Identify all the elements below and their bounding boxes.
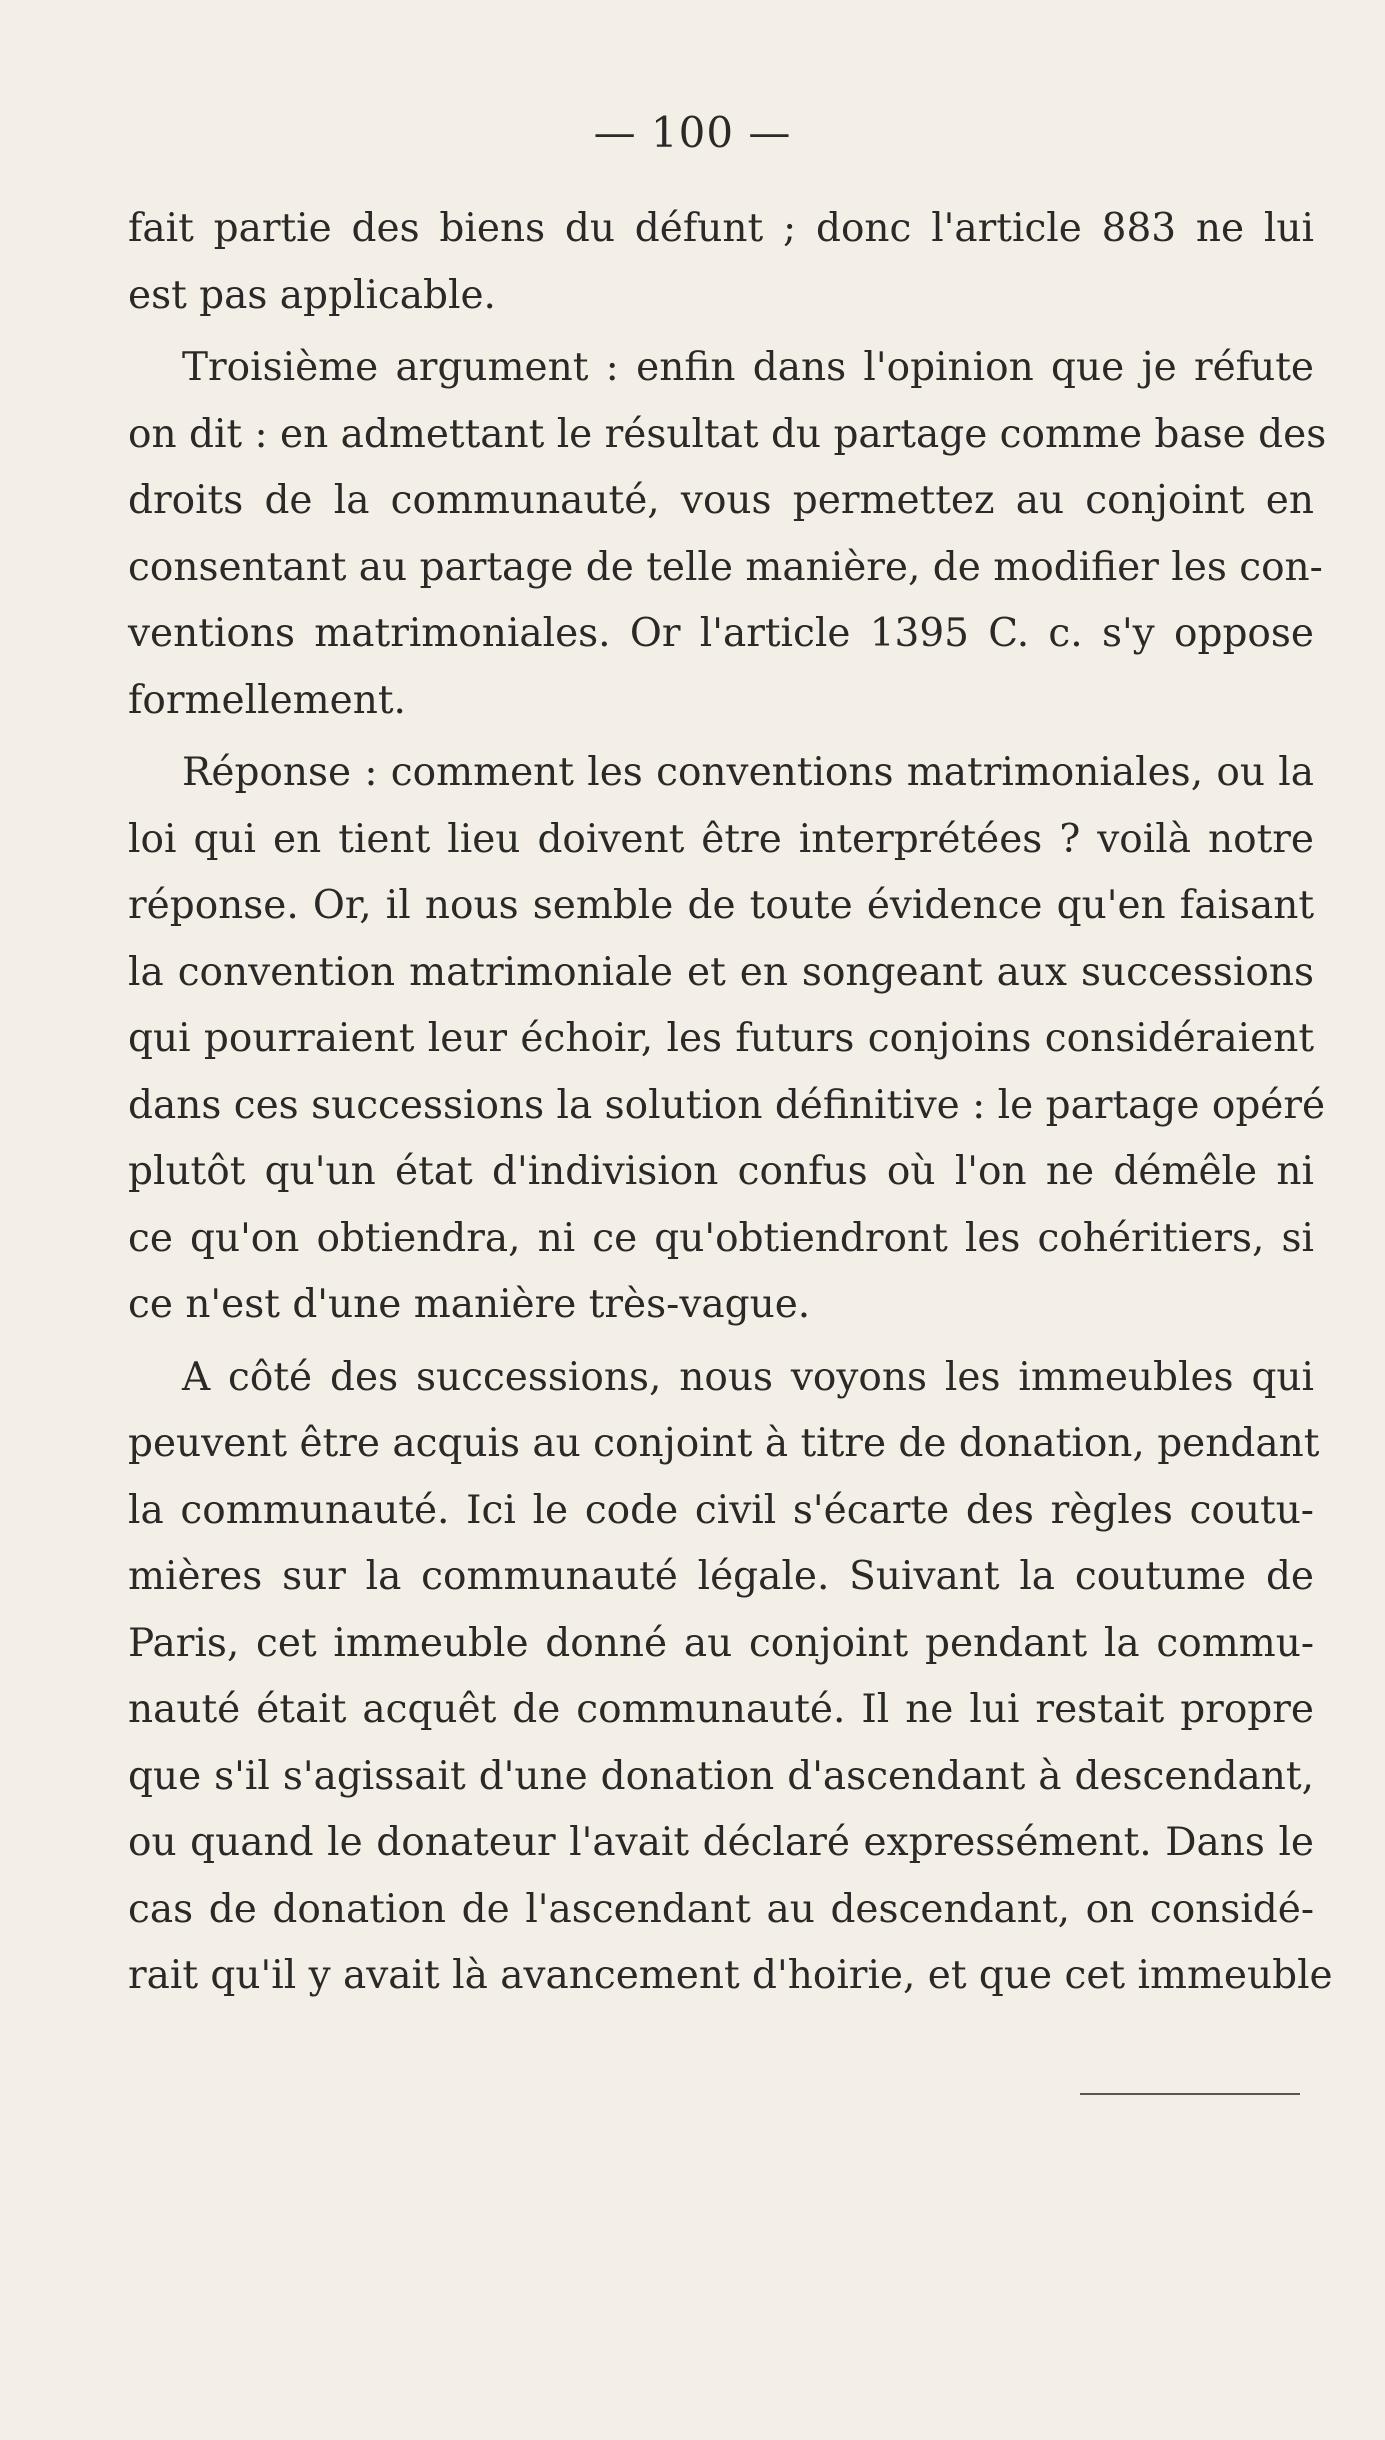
paragraph xyxy=(128,1345,1333,2010)
catchword-rule xyxy=(1080,2093,1300,2095)
page-number: — 100 — xyxy=(593,108,792,157)
text-line: loi qui en tient lieu doivent être interprétées ? voilà notre xyxy=(128,816,1314,862)
text-line: la communauté. Ici le code civil s'écarte des règles coutu- xyxy=(128,1487,1314,1533)
text-line: ce n'est d'une manière très-vague. xyxy=(128,1282,811,1327)
text-line: Troisième argument : enfin dans l'opinion que je réfute xyxy=(182,345,1314,390)
text-line: ventions matrimoniales. Or l'article 1395 C. c. s'y oppose xyxy=(128,611,1314,656)
text-line: plutôt qu'un état d'indivision confus où l'on ne démêle ni xyxy=(128,1149,1314,1194)
text-line: on dit : en admettant le résultat du partage comme base des xyxy=(128,411,1327,457)
text-line: fait partie des biens du défunt ; donc l'article 883 ne lui xyxy=(128,206,1314,251)
text-line: rait qu'il y avait là avancement d'hoirie, et que cet immeuble xyxy=(128,1953,1333,1998)
text-line: est pas applicable. xyxy=(128,272,496,318)
text-line: ou quand le donateur l'avait déclaré expressément. Dans le xyxy=(128,1820,1314,1865)
text-line: Réponse : comment les conventions matrimoniales, ou la xyxy=(182,750,1314,795)
text-line: ce qu'on obtiendra, ni ce qu'obtiendront les cohéritiers, si xyxy=(128,1215,1314,1261)
text-line: dans ces successions la solution définitive : le partage opéré xyxy=(128,1082,1326,1128)
text-line: cas de donation de l'ascendant au descendant, on considé- xyxy=(128,1886,1314,1932)
text-line: Paris, cet immeuble donné au conjoint pendant la commu- xyxy=(128,1620,1314,1666)
text-line: peuvent être acquis au conjoint à titre de donation, pendant xyxy=(128,1421,1320,1466)
body-text xyxy=(128,196,1333,2010)
text-line: consentant au partage de telle manière, de modifier les con- xyxy=(128,544,1323,590)
text-line: mières sur la communauté légale. Suivant la coutume de xyxy=(128,1554,1314,1599)
text-line: A côté des successions, nous voyons les immeubles qui xyxy=(182,1354,1314,1400)
text-line: droits de la communauté, vous permettez au conjoint en xyxy=(128,478,1314,523)
text-line: qui pourraient leur échoir, les futurs conjoins considéraient xyxy=(128,1016,1314,1061)
text-line: formellement. xyxy=(128,677,406,723)
text-line: nauté était acquêt de communauté. Il ne lui restait propre xyxy=(128,1687,1314,1732)
paragraph xyxy=(128,196,1314,329)
text-line: réponse. Or, il nous semble de toute évidence qu'en faisant xyxy=(128,883,1314,928)
text-line: que s'il s'agissait d'une donation d'ascendant à descendant, xyxy=(128,1753,1314,1799)
paragraph xyxy=(128,335,1327,734)
paragraph xyxy=(128,740,1326,1339)
text-line: la convention matrimoniale et en songeant aux successions xyxy=(128,949,1314,995)
